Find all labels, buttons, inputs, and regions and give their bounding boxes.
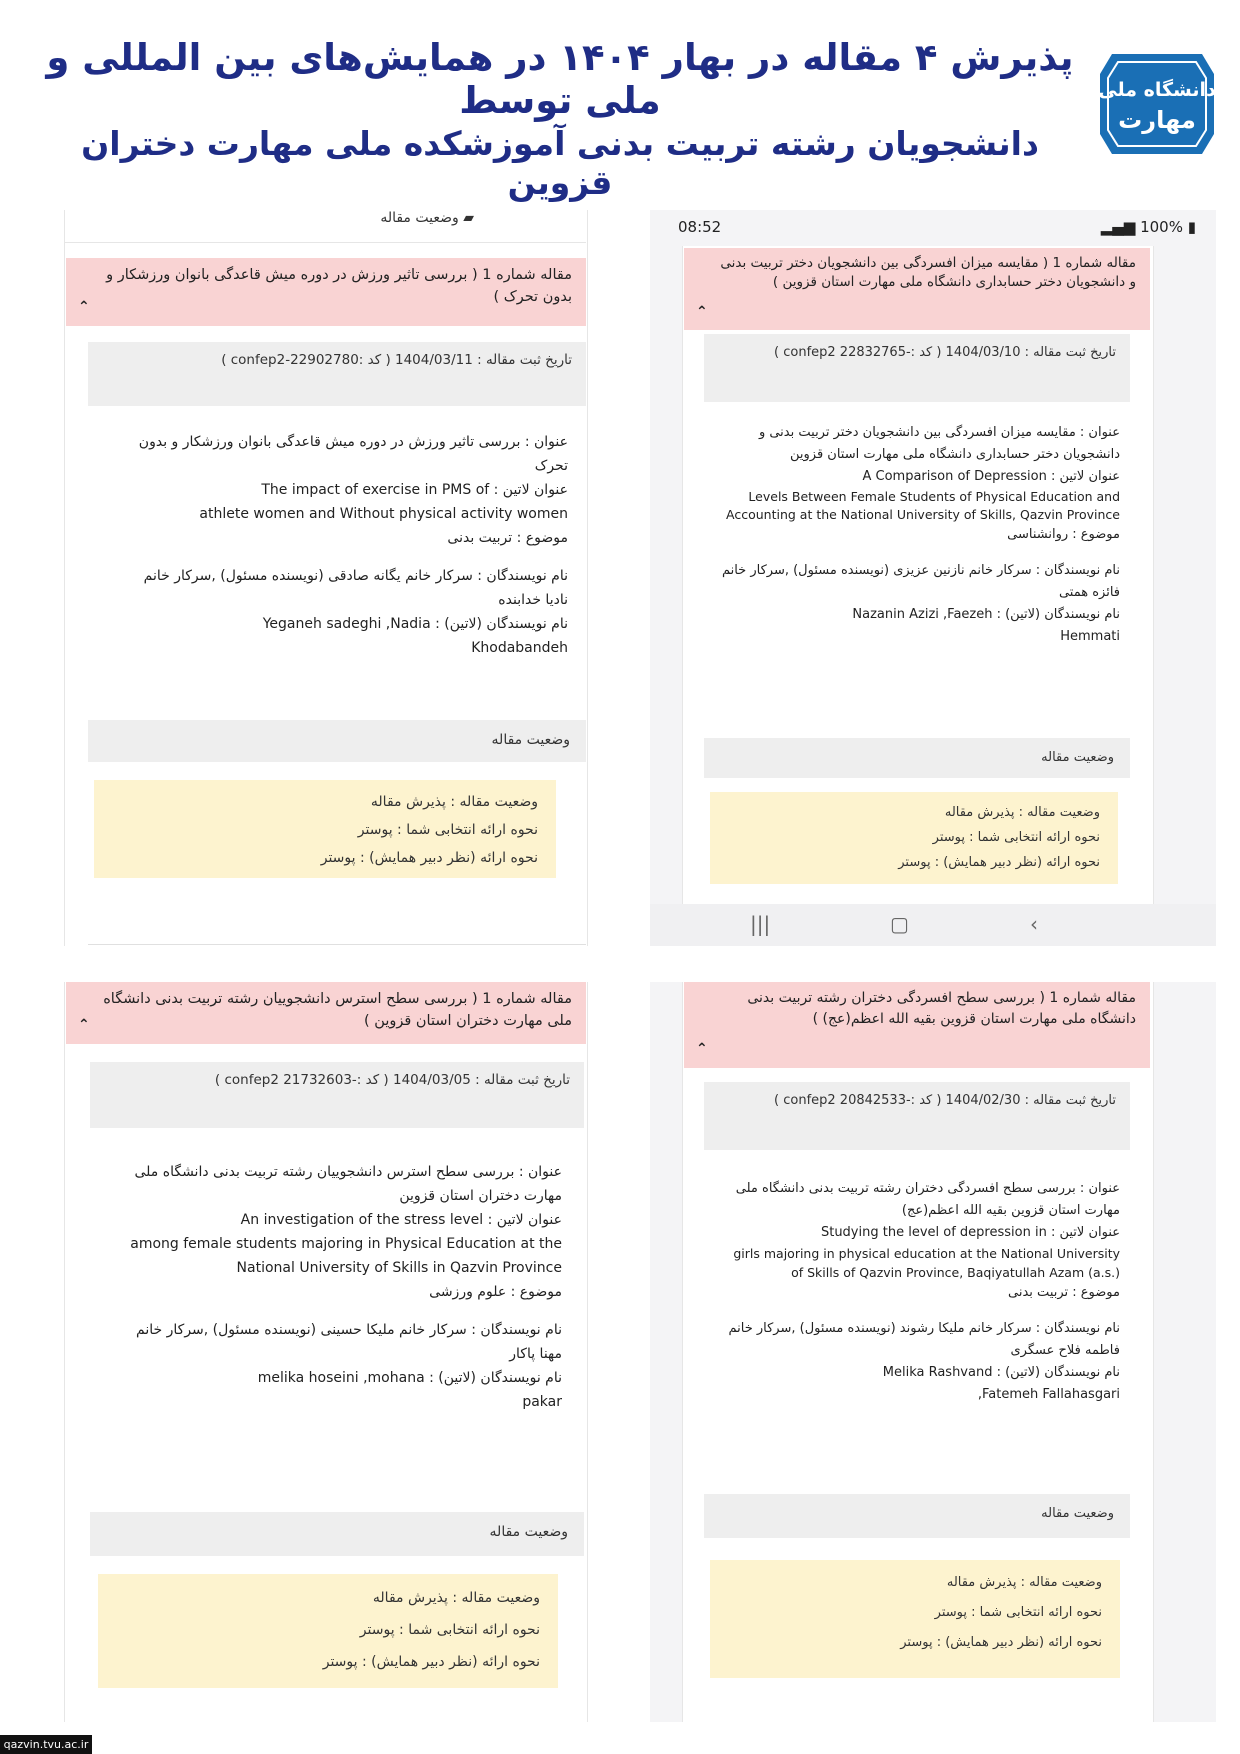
card-1-presentation-chosen: نحوه ارائه انتخابی شما : پوستر [357, 822, 538, 838]
card-1-authors-en: Khodabandeh [471, 640, 568, 656]
card-4-details [720, 1178, 1120, 1406]
card-3-header[interactable] [66, 982, 586, 1044]
card-3-status-box [98, 1574, 558, 1688]
card-2-registration [704, 334, 1130, 402]
divider [88, 944, 586, 945]
card-4-title-fa: عنوان : بررسی سطح افسردگی دختران رشته تربیت بدنی دانشگاه ملی مهارت استان قزوین بقیه الله اعظم(عج) [735, 1181, 1120, 1218]
card-3-authors-fa: نام نویسندگان : سرکار خانم ملیکا حسینی (نویسنده مسئول) ,سرکار خانم مهنا پاکار [136, 1322, 562, 1362]
folder-icon: ▰ [463, 210, 474, 226]
card-3-authors-en-label: نام نویسندگان (لاتین) : melika hoseini ,mohana [257, 1370, 562, 1386]
card-4-title-en-label: عنوان لاتین : Studying the level of depression in [820, 1225, 1120, 1240]
card-3-title-fa: عنوان : بررسی سطح استرس دانشجوییان رشته تربیت بدنی دانشگاه ملی مهارت دختران استان قزوین [134, 1164, 562, 1204]
status-battery: ▂▄▆ 100% ▮ [1100, 218, 1196, 236]
card-4-status-value: وضعیت مقاله : پذیرش مقاله [946, 1575, 1102, 1590]
card-4-authors-fa: نام نویسندگان : سرکار خانم ملیکا رشوند (نویسنده مسئول) ,سرکار خانم فاطمه فلاح عسگری [728, 1321, 1120, 1358]
card-3-status-bar: وضعیت مقاله [90, 1512, 584, 1556]
card-3-authors-en: pakar [522, 1394, 562, 1410]
card-3-registration [90, 1062, 584, 1128]
card-1-authors-en-label: نام نویسندگان (لاتین) : Yeganeh sadeghi ,Nadia [262, 616, 568, 632]
card-4-title-en: girls majoring in physical education at the National University of Skills of Qazvin Province, Baqiyatullah Azam (a.s.) [733, 1246, 1120, 1280]
card-4-authors-en-label: نام نویسندگان (لاتین) : Melika Rashvand [882, 1365, 1120, 1380]
card-1-status-box [94, 780, 556, 878]
phone-nav-bar [650, 904, 1216, 946]
card-4-header-text: مقاله شماره 1 ( بررسی سطح افسردگی دختران رشته تربیت بدنی دانشگاه ملی مهارت استان قزوین بقیه الله اعظم(عج) ) [747, 990, 1136, 1027]
card-2-presentation-chosen: نحوه ارائه انتخابی شما : پوستر [932, 830, 1100, 845]
card-1-details [128, 430, 568, 660]
logo-text-bottom: مهارت [1118, 106, 1196, 134]
card-4-header[interactable] [684, 982, 1150, 1068]
signal-icon: ▂▄▆ [1100, 218, 1141, 236]
card-3-presentation-chosen: نحوه ارائه انتخابی شما : پوستر [359, 1622, 540, 1638]
card-1-title-fa: عنوان : بررسی تاثیر ورزش در دوره میش قاعدگی بانوان ورزشکار و بدون تحرک [138, 434, 568, 474]
card-3-subject: موضوع : علوم ورزشی [429, 1284, 562, 1300]
card-4-registration [704, 1082, 1130, 1150]
card-2-authors-en: Hemmati [1060, 629, 1120, 644]
card-1-title-en: athlete women and Without physical activity women [199, 506, 568, 522]
card-2-header-text: مقاله شماره 1 ( مقایسه میزان افسردگی بین دانشجویان دختر تربیت بدنی و دانشجویان دختر حسابداری دانشگاه ملی مهارت استان قزوین ) [720, 255, 1136, 290]
poster-title-line-1: پذیرش ۴ مقاله در بهار ۱۴۰۴ در همایش‌های بین المللی و ملی توسط [46, 36, 1074, 122]
card-2-reg-text: تاریخ ثبت مقاله : 1404/03/10 ( کد :-confep2 22832765 ) [774, 345, 1116, 360]
card-2-title-en: Levels Between Female Students of Physical Education and Accounting at the National University of Skills, Qazvin Province [726, 489, 1120, 522]
card-3-title-en-label: عنوان لاتین : An investigation of the stress level [240, 1212, 562, 1228]
card-1-title-en-label: عنوان لاتین : The impact of exercise in PMS of [261, 482, 568, 498]
chevron-up-icon[interactable]: ⌃ [78, 1017, 90, 1033]
card-1-header[interactable] [66, 258, 586, 326]
screenshot-card-2 [650, 210, 1216, 946]
card-4-subject: موضوع : تربیت بدنی [1008, 1285, 1120, 1300]
screenshot-card-4 [650, 982, 1216, 1722]
card-1-top-status-label [380, 210, 474, 226]
home-icon[interactable]: ▢ [890, 912, 909, 936]
recent-apps-icon[interactable]: ||| [750, 912, 771, 936]
card-4-presentation-secretary: نحوه ارائه (نظر دبیر همایش) : پوستر [900, 1635, 1102, 1650]
card-2-status-box [710, 792, 1118, 884]
card-2-details [720, 422, 1120, 648]
university-logo [1092, 46, 1222, 164]
card-2-header[interactable] [684, 248, 1150, 330]
card-3-details [128, 1160, 562, 1414]
card-3-status-value: وضعیت مقاله : پذیرش مقاله [372, 1590, 540, 1606]
card-3-title-en: among female students majoring in Physical Education at the National University of Skills in Qazvin Province [130, 1236, 562, 1276]
chevron-up-icon[interactable]: ⌃ [78, 299, 90, 315]
card-1-subject: موضوع : تربیت بدنی [447, 530, 568, 546]
card-4-reg-text: تاریخ ثبت مقاله : 1404/02/30 ( کد :-confep2 20842533 ) [774, 1093, 1116, 1108]
card-2-status-bar: وضعیت مقاله [704, 738, 1130, 778]
card-2-subject: موضوع : روانشناسی [1007, 527, 1120, 542]
card-1-presentation-secretary: نحوه ارائه (نظر دبیر همایش) : پوستر [320, 850, 538, 866]
card-4-status-box [710, 1560, 1120, 1678]
card-2-authors-en-label: نام نویسندگان (لاتین) : Nazanin Azizi ,Faezeh [852, 607, 1120, 622]
card-1-status-bar: وضعیت مقاله [88, 720, 586, 762]
card-1-top-status-text: وضعیت مقاله [380, 210, 459, 226]
card-4-authors-en: ,Fatemeh Fallahasgari [977, 1387, 1120, 1402]
card-1-registration [88, 342, 586, 406]
chevron-up-icon[interactable]: ⌃ [696, 1041, 708, 1057]
card-2-authors-fa: نام نویسندگان : سرکار خانم نازنین عزیزی (نویسنده مسئول) ,سرکار خانم فائزه همتی [721, 563, 1120, 600]
card-2-presentation-secretary: نحوه ارائه (نظر دبیر همایش) : پوستر [898, 855, 1100, 870]
back-icon[interactable]: ‹ [1030, 912, 1038, 936]
card-1-authors-fa: نام نویسندگان : سرکار خانم یگانه صادقی (نویسنده مسئول) ,سرکار خانم نادیا خدابنده [143, 568, 568, 608]
card-3-header-text: مقاله شماره 1 ( بررسی سطح استرس دانشجوییان رشته تربیت بدنی دانشگاه ملی مهارت دختران استان قزوین ) [103, 991, 572, 1029]
card-2-status-value: وضعیت مقاله : پذیرش مقاله [944, 805, 1100, 820]
website-badge[interactable]: qazvin.tvu.ac.ir [0, 1735, 92, 1754]
card-2-title-en-label: عنوان لاتین : A Comparison of Depression [862, 469, 1120, 484]
card-1-reg-text: تاریخ ثبت مقاله : 1404/03/11 ( کد :confep2-22902780 ) [221, 352, 572, 368]
divider [64, 242, 586, 243]
card-4-presentation-chosen: نحوه ارائه انتخابی شما : پوستر [934, 1605, 1102, 1620]
poster-title-line-2: دانشجویان رشته تربیت بدنی آموزشکده ملی مهارت دختران قزوین [81, 124, 1039, 202]
screenshot-card-1 [28, 210, 624, 946]
card-1-status-value: وضعیت مقاله : پذیرش مقاله [370, 794, 538, 810]
card-3-presentation-secretary: نحوه ارائه (نظر دبیر همایش) : پوستر [322, 1654, 540, 1670]
card-1-header-text: مقاله شماره 1 ( بررسی تاثیر ورزش در دوره میش قاعدگی بانوان ورزشکار و بدون تحرک ) [106, 267, 572, 305]
status-battery-text: 100% [1140, 218, 1183, 236]
screenshot-card-3 [28, 982, 624, 1722]
status-time: 08:52 [678, 218, 722, 236]
card-2-title-fa: عنوان : مقایسه میزان افسردگی بین دانشجویان دختر تربیت بدنی و دانشجویان دختر حسابداری دانشگاه ملی مهارت استان قزوین [758, 425, 1120, 462]
logo-text-top: دانشگاه ملی [1098, 79, 1216, 101]
card-3-reg-text: تاریخ ثبت مقاله : 1404/03/05 ( کد :-confep2 21732603 ) [214, 1072, 570, 1088]
phone-status-bar [650, 210, 1216, 244]
card-4-status-bar: وضعیت مقاله [704, 1494, 1130, 1538]
chevron-up-icon[interactable]: ⌃ [696, 304, 708, 320]
